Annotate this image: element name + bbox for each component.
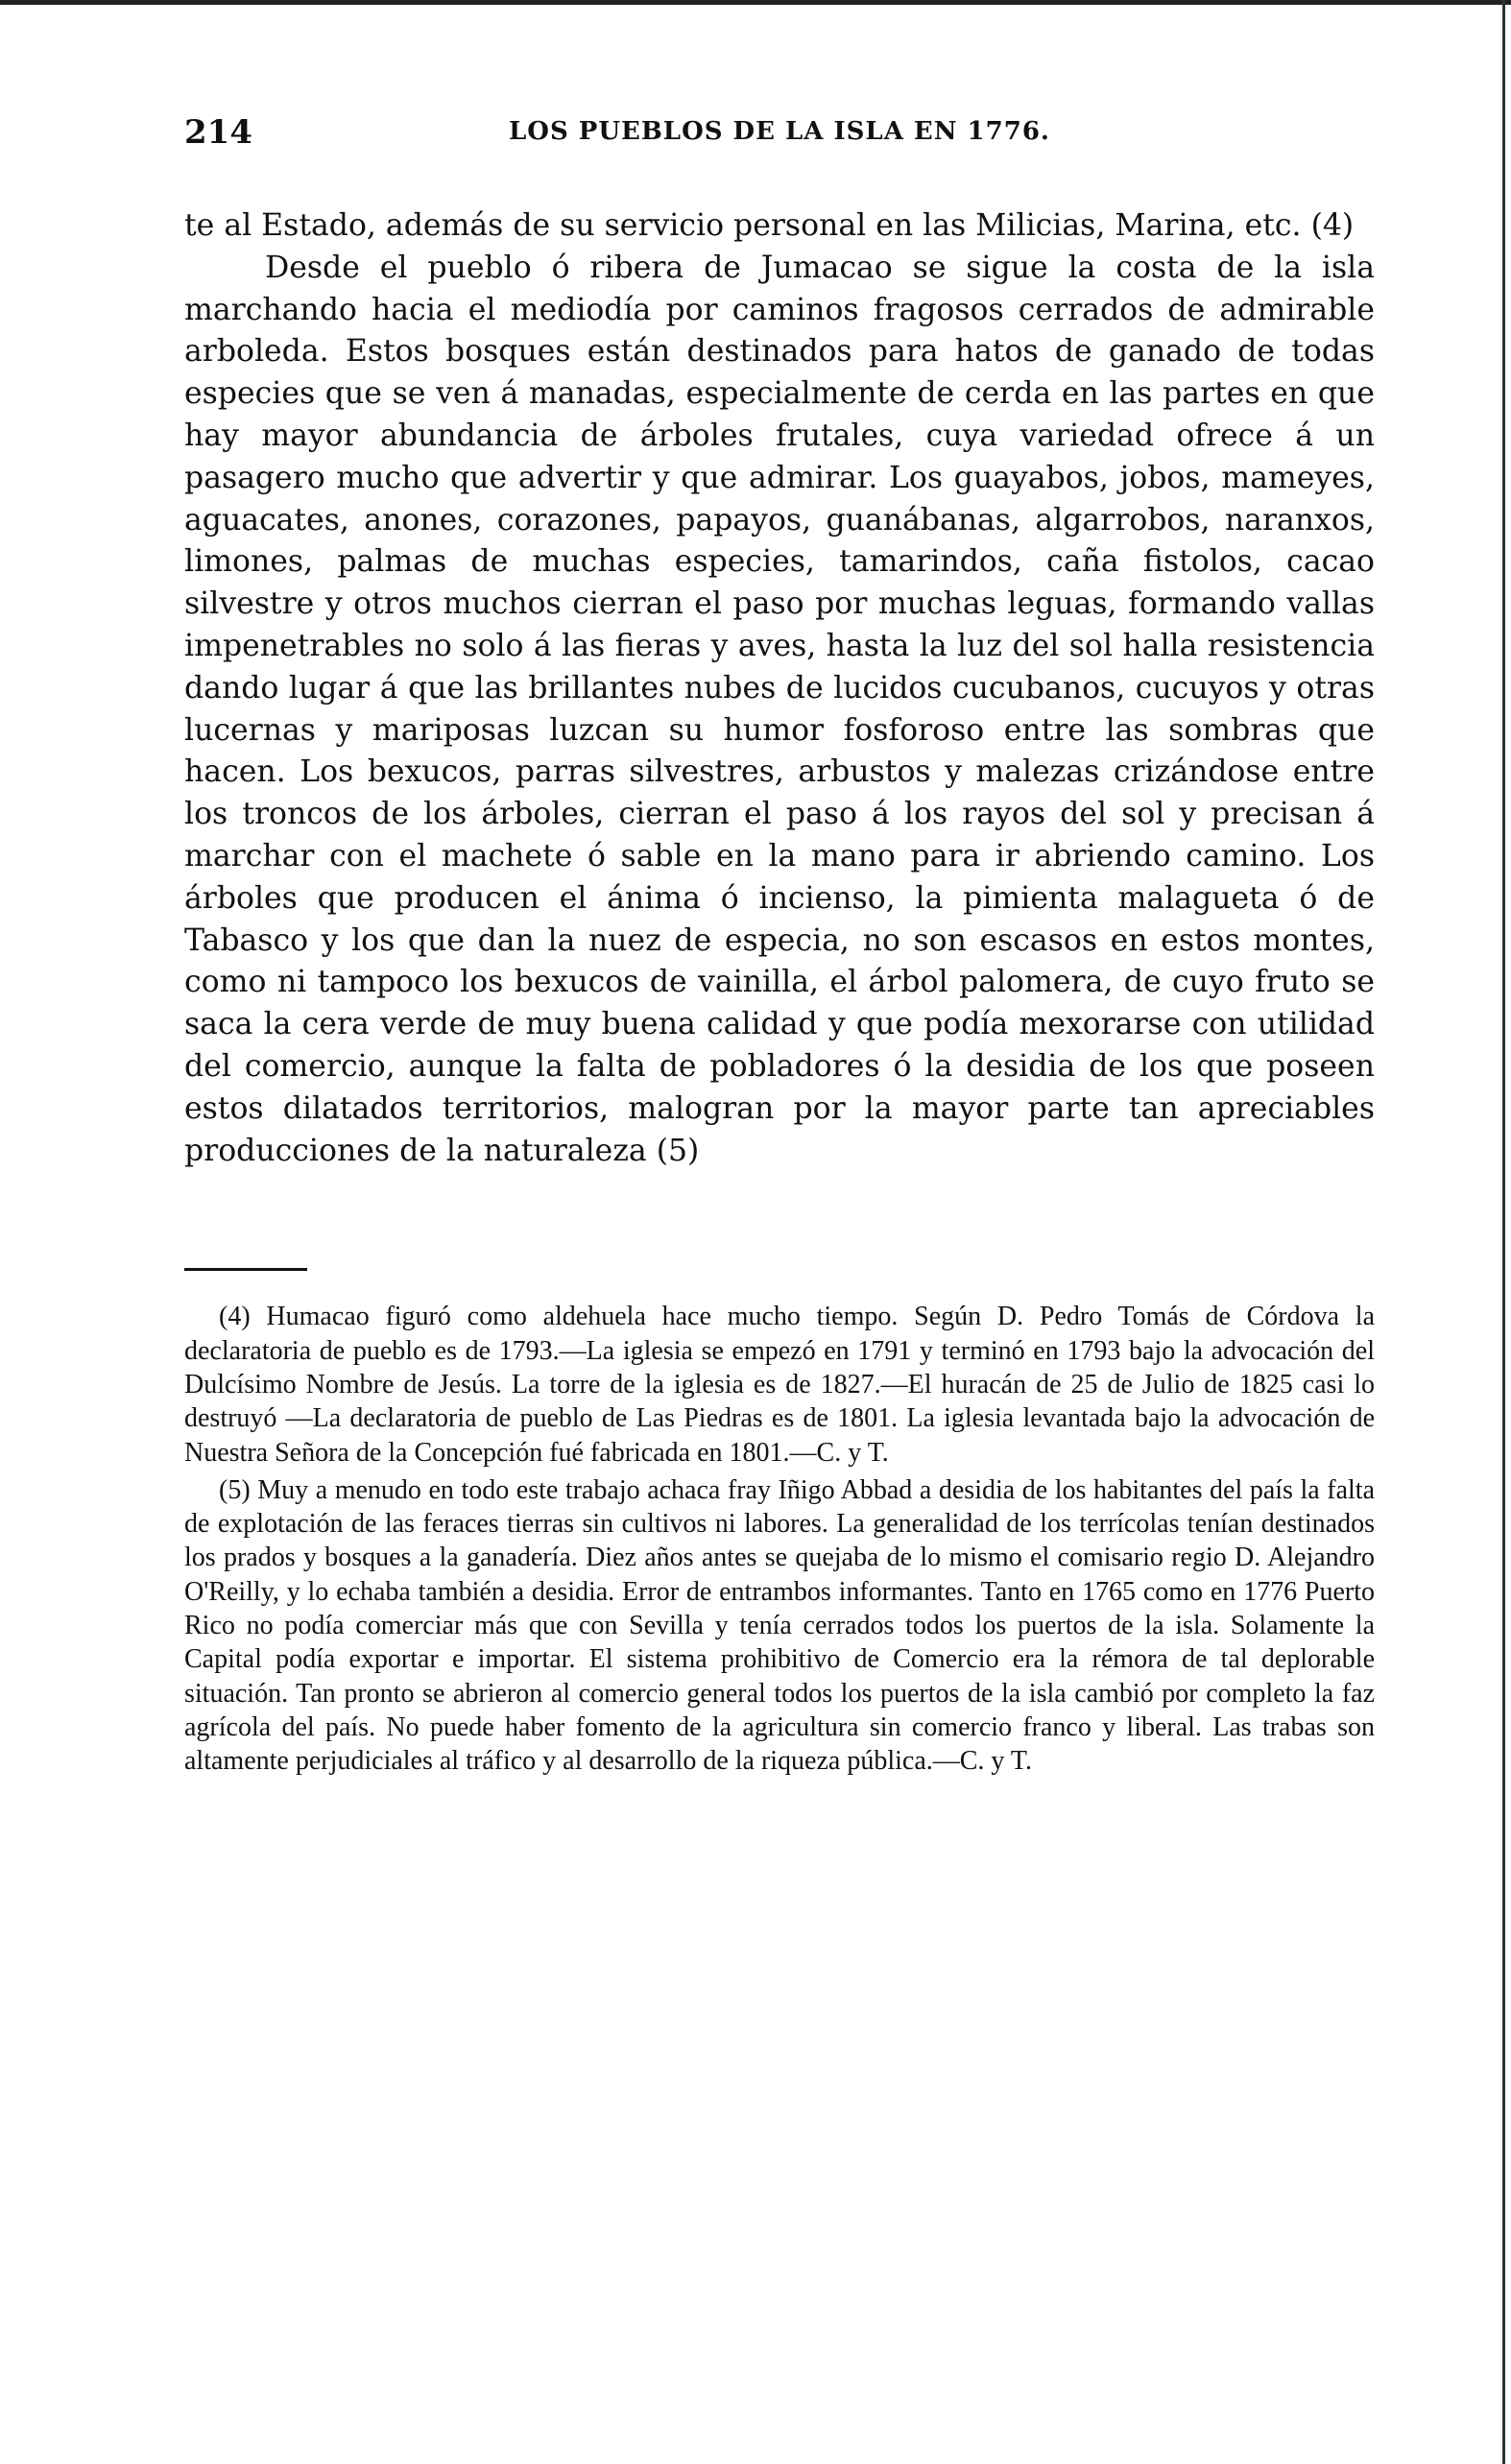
page: [184, 113, 1375, 1782]
running-title: LOS PUEBLOS DE LA ISLA EN 1776.: [509, 117, 1050, 146]
paragraph-continuation: te al Estado, además de su servicio personal en las Milicias, Marina, etc. (4): [184, 208, 1355, 243]
footnote-divider: [184, 1268, 307, 1271]
footnote-5: [184, 1473, 1375, 1779]
paragraph-jumacao: Desde el pueblo ó ribera de Jumacao se sigue la costa de la isla marchando hacia el mediodía por caminos fragosos cerrados de admirable arboleda. Estos bosques están destinados para hatos de ganado de todas especies que se ven á manadas, especialmente de cerda en las partes en que hay mayor abundancia de árboles frutales, cuya variedad ofrece á un pasagero mucho que advertir y que admirar. Los guayabos, jobos, mameyes, aguacates, anones, corazones, papayos, guanábanas, algarrobos, naranxos, limones, palmas de muchas especies, tamarindos, caña fistolos, cacao silvestre y otros muchos cierran el paso por muchas leguas, formando vallas impenetrables no solo á las fieras y aves, hasta la luz del sol halla resistencia dando lugar á que las brillantes nubes de lucidos cucubanos, cucuyos y otras lucernas y mariposas luzcan su humor fosforoso entre las sombras que hacen. Los bexucos, parras silvestres, arbustos y malezas crizándose entre los troncos de los árboles, cierran el paso á los rayos del sol y precisan á marchar con el machete ó sable en la mano para ir abriendo camino. Los árboles que producen el ánima ó incienso, la pimienta malagueta ó de Tabasco y los que dan la nuez de especia, no son escasos en estos montes, como ni tampoco los bexucos de vainilla, el árbol palomera, de cuyo fruto se saca la cera verde de muy buena calidad y que podía mexorarse con utilidad del comercio, aunque la falta de pobladores ó la desidia de los que poseen estos dilatados territorios, malogran por la mayor parte tan apreciables producciones de la naturaleza (5): [184, 250, 1375, 1168]
top-scan-rule: [0, 0, 1511, 5]
footnote-mark: (5): [219, 1474, 251, 1505]
footnote-4: [184, 1300, 1375, 1469]
main-text: [184, 205, 1375, 1172]
footnote-text: Muy a menudo en todo este trabajo achaca fray Iñigo Abbad a desidia de los habitantes del país la falta de explotación de las feraces tierras sin cultivos ni labores. La generalidad de los terrícolas tenían destinados los prados y bosques a la ganadería. Diez años antes se quejaba de lo mismo el comisario regio D. Alejandro O'Reilly, y lo echaba también a desidia. Error de entrambos informantes. Tanto en 1765 como en 1776 Puerto Rico no podía comerciar más que con Sevilla y tenía cerrados todos los puertos de la isla. Solamente la Capital podía exportar e importar. El sistema prohibitivo de Comercio era la rémora de tal deplorable situación. Tan pronto se abrieron al comercio general todos los puertos de la isla cambió por completo la faz agrícola del país. No puede haber fomento de la agricultura sin comercio franco y liberal. Las trabas son altamente perjudiciales al tráfico y al desarrollo de la riqueza pública.—C. y T.: [184, 1474, 1376, 1777]
page-number: 214: [184, 113, 252, 152]
right-scan-rule: [1502, 0, 1505, 2464]
footnote-mark: (4): [219, 1302, 251, 1332]
running-head: [184, 113, 1375, 155]
footnote-text: Humacao figuró como aldehuela hace mucho tiempo. Según D. Pedro Tomás de Córdova la declaratoria de pueblo es de 1793.—La iglesia se empezó en 1791 y terminó en 1793 bajo la advocación del Dulcísimo Nombre de Jesús. La torre de la iglesia es de 1827.—El huracán de 25 de Julio de 1825 casi lo destruyó —La declaratoria de pueblo de Las Piedras es de 1801. La iglesia levantada bajo la advocación de Nuestra Señora de la Concepción fué fabricada en 1801.—C. y T.: [184, 1302, 1376, 1468]
footnotes: [184, 1300, 1375, 1778]
